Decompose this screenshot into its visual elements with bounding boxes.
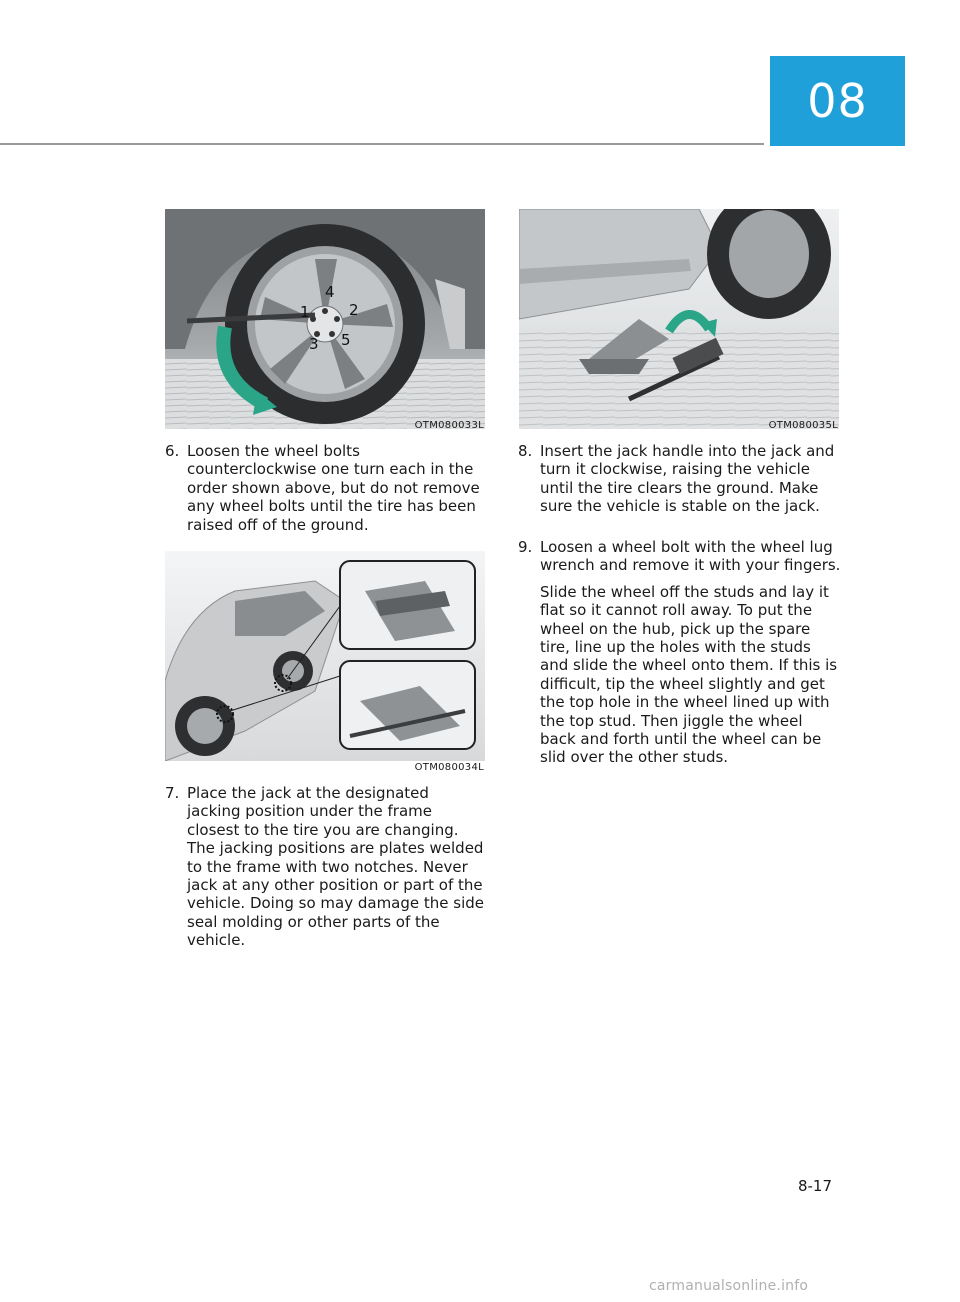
step-6 <box>165 442 487 542</box>
bolt-number-5: 5 <box>341 331 351 349</box>
header-rule <box>0 143 764 145</box>
step-text-continued: Slide the wheel off the studs and lay it flat so it cannot roll away. To put the wheel on the hub, pick up the spare tire, line up the holes with the studs and slide the wheel onto them. If this is difficult, tip the wheel slightly and get the top hole in the wheel lined up with the top stud. Then jiggle the wheel back and forth until the wheel can be slid over the other studs. <box>540 582 838 767</box>
bolt-number-1: 1 <box>300 303 310 321</box>
chapter-tab: 08 <box>770 56 905 146</box>
figure-jack-handle <box>519 209 839 429</box>
step-text: Loosen the wheel bolts counterclockwise one turn each in the order shown above, but do not remove any wheel bolts until the tire has been raised off of the ground. <box>187 442 480 534</box>
watermark-link[interactable]: carmanualsonline.info <box>649 1278 809 1294</box>
loosen-bolts-illustration <box>165 209 485 429</box>
step-9 <box>518 538 842 775</box>
bolt-number-4: 4 <box>325 283 335 301</box>
jack-handle-illustration <box>519 209 839 429</box>
bolt-number-2: 2 <box>349 301 359 319</box>
step-text: Loosen a wheel bolt with the wheel lug wrench and remove it with your fingers. <box>540 538 841 575</box>
figure-code-2: OTM080034L <box>414 762 484 773</box>
step-number: 7. <box>165 784 180 802</box>
jacking-position-illustration <box>165 551 485 761</box>
step-number: 6. <box>165 442 180 460</box>
page-number: 8-17 <box>797 1177 832 1195</box>
step-text: Place the jack at the designated jacking position under the frame closest to the tire you are changing. The jacking positions are plates welded to the frame with two notches. Never jack at any other position or part of the vehicle. Doing so may damage the side seal molding or other parts of the vehicle. <box>187 784 485 950</box>
step-8 <box>518 442 842 524</box>
step-number: 8. <box>518 442 533 460</box>
step-7 <box>165 784 487 958</box>
figure-loosen-bolts <box>165 209 485 429</box>
bolt-number-3: 3 <box>309 335 319 353</box>
figure-code-1: OTM080033L <box>414 420 484 431</box>
step-text: Insert the jack handle into the jack and turn it clockwise, raising the vehicle until the tire clears the ground. Make sure the vehicle is stable on the jack. <box>540 442 835 516</box>
figure-code-3: OTM080035L <box>768 420 838 431</box>
figure-jacking-position <box>165 551 485 761</box>
step-number: 9. <box>518 538 533 556</box>
